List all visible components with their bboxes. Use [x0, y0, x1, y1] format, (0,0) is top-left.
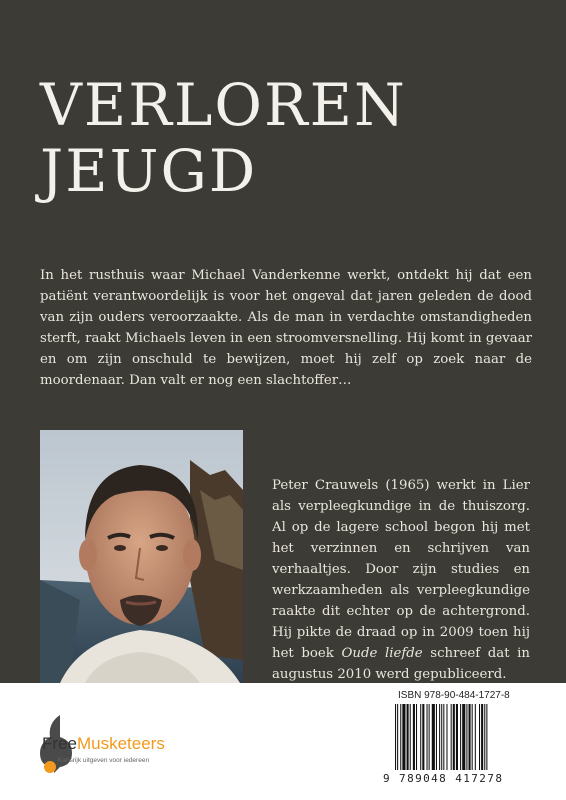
barcode-bar [456, 704, 458, 770]
barcode-digits: 9 789048 417278 [383, 772, 504, 785]
publisher-name [42, 734, 165, 754]
barcode-bar [436, 704, 437, 770]
barcode-bar [451, 704, 452, 770]
barcode-bar [475, 704, 476, 770]
barcode-bar [466, 704, 467, 770]
title-line-2: JEUGD [40, 137, 258, 205]
barcode-bar [441, 704, 442, 770]
book-blurb: In het rusthuis waar Michael Vanderkenne werkt, ontdekt hij dat een patiënt verantwoordelijk is voor het ongeval dat jaren geleden de dood van zijn ouders veroorzaakte. Als de man in verdachte omstandigheden sterft, raakt Michaels leven in een stroomversnelling. Hij komt in gevaar en om zijn onschuld te bewijzen, moet hij zelf op zoek naar de moordenaar. Dan valt er nog een slachtoffer… [40, 268, 532, 388]
barcode-bar [481, 704, 483, 770]
barcode-bar [427, 704, 428, 770]
barcode-bar [395, 704, 396, 770]
barcode-bar [397, 704, 398, 770]
barcode-bar [439, 704, 440, 770]
barcode-bar [402, 704, 405, 770]
publisher-name-musketeers: Musketeers [76, 734, 165, 753]
bio-text-1: Peter Crauwels (1965) werkt in Lier als verpleegkundige in de thuiszorg. Al op de lagere school begon hij met het verzinnen en schrijven van verhaaltjes. Door zijn studies en werkzaamheden als verpleegkundige raakte dit echter op de achtergrond. Hij pikte de draad op in 2009 toen hij het boek [272, 478, 530, 661]
barcode-bar [484, 704, 485, 770]
book-title [40, 72, 407, 204]
barcode-bar [453, 704, 455, 770]
barcode-bar [472, 704, 473, 770]
publisher-name-free: Free [42, 734, 77, 753]
barcode-bar [410, 704, 411, 770]
barcode-bar [407, 704, 409, 770]
author-bio [272, 475, 530, 685]
barcode-bar [422, 704, 424, 770]
isbn-label: ISBN 978-90-484-1727-8 [398, 690, 510, 701]
barcode [393, 704, 531, 770]
publisher-tagline: Kansrijk uitgeven voor iedereen [58, 757, 150, 764]
bio-text-2: schreef dat in augustus 2010 werd gepubliceerd. [272, 646, 530, 682]
barcode-bar [420, 704, 421, 770]
author-photo [40, 430, 243, 683]
barcode-bar [479, 704, 480, 770]
barcode-bar [400, 704, 401, 770]
barcode-bar [429, 704, 430, 770]
barcode-bar [413, 704, 415, 770]
barcode-bar [416, 704, 417, 770]
barcode-bar [446, 704, 447, 770]
bio-book-title: Oude liefde [341, 646, 423, 661]
barcode-bar [462, 704, 465, 770]
barcode-bar [486, 704, 487, 770]
barcode-bar [460, 704, 461, 770]
title-line-1: VERLOREN [40, 71, 407, 139]
barcode-bar [443, 704, 444, 770]
barcode-bar [469, 704, 471, 770]
barcode-bar [432, 704, 435, 770]
